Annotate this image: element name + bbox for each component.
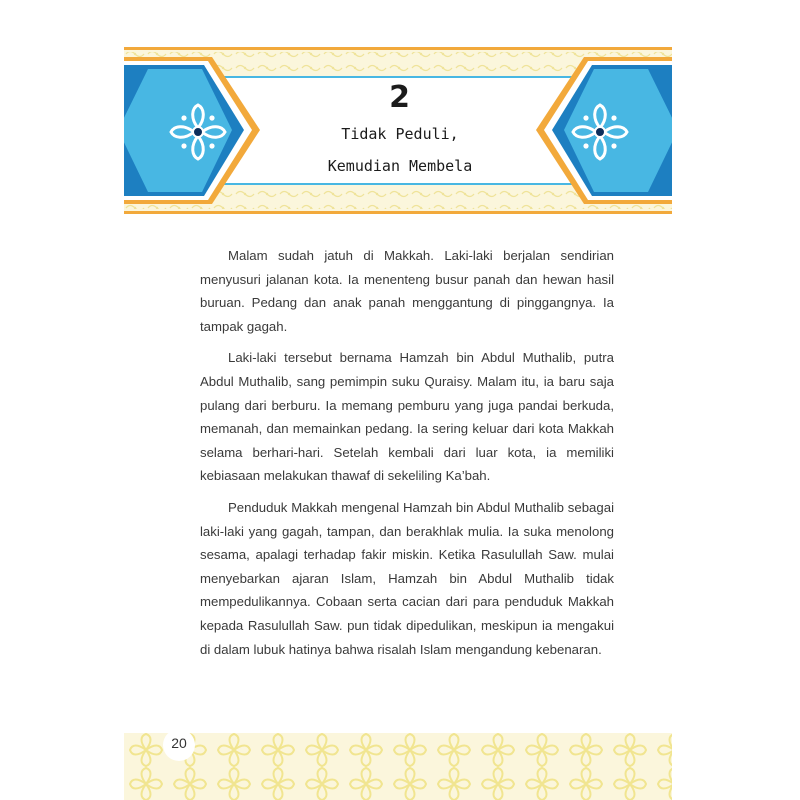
chapter-title-line-1: Tidak Peduli, bbox=[341, 125, 459, 143]
paragraph: Malam sudah jatuh di Makkah. Laki-laki berjalan sendirian menyusuri jalanan kota. Ia menenteng busur panah dan hewan hasil buruan. Pedang dan anak panah menggantung di pinggangnya. Ia tampak gagah. bbox=[200, 248, 614, 334]
chapter-title-line-2: Kemudian Membela bbox=[327, 157, 473, 175]
footer-band bbox=[124, 733, 672, 800]
paragraph: Penduduk Makkah mengenal Hamzah bin Abdul Muthalib sebagai laki-laki yang gagah, tampan, dan berakhlak mulia. Ia suka menolong sesama, apalagi terhadap fakir miskin. Ketika Rasulullah Saw. mulai menyebarkan ajaran Islam, Hamzah bin Abdul Muthalib tidak mempedulikannya. Cobaan serta cacian dari para penduduk Makkah kepada Rasulullah Saw. pun tidak dipedulikan, meskipun ia mengakui di dalam lubuk hatinya bahwa risalah Islam mengandung kebenaran. bbox=[200, 499, 614, 657]
chapter-title bbox=[0, 118, 800, 182]
footer-motif bbox=[124, 733, 672, 800]
page-number: 20 bbox=[163, 729, 195, 761]
chapter-number: 2 bbox=[389, 80, 411, 115]
chapter-body bbox=[200, 244, 614, 669]
paragraph: Laki-laki tersebut bernama Hamzah bin Abdul Muthalib, putra Abdul Muthalib, sang pemimpin suku Quraisy. Malam itu, ia baru saja pulang dari berburu. Ia memang pemburu yang juga pandai berkuda, memanah, dan memainkan pedang. Ia sering keluar dari kota Makkah selama berhari-hari. Setelah kembali dari luar kota, ia memiliki kebiasaan melakukan thawaf di sekeliling Ka’bah. bbox=[200, 350, 614, 484]
